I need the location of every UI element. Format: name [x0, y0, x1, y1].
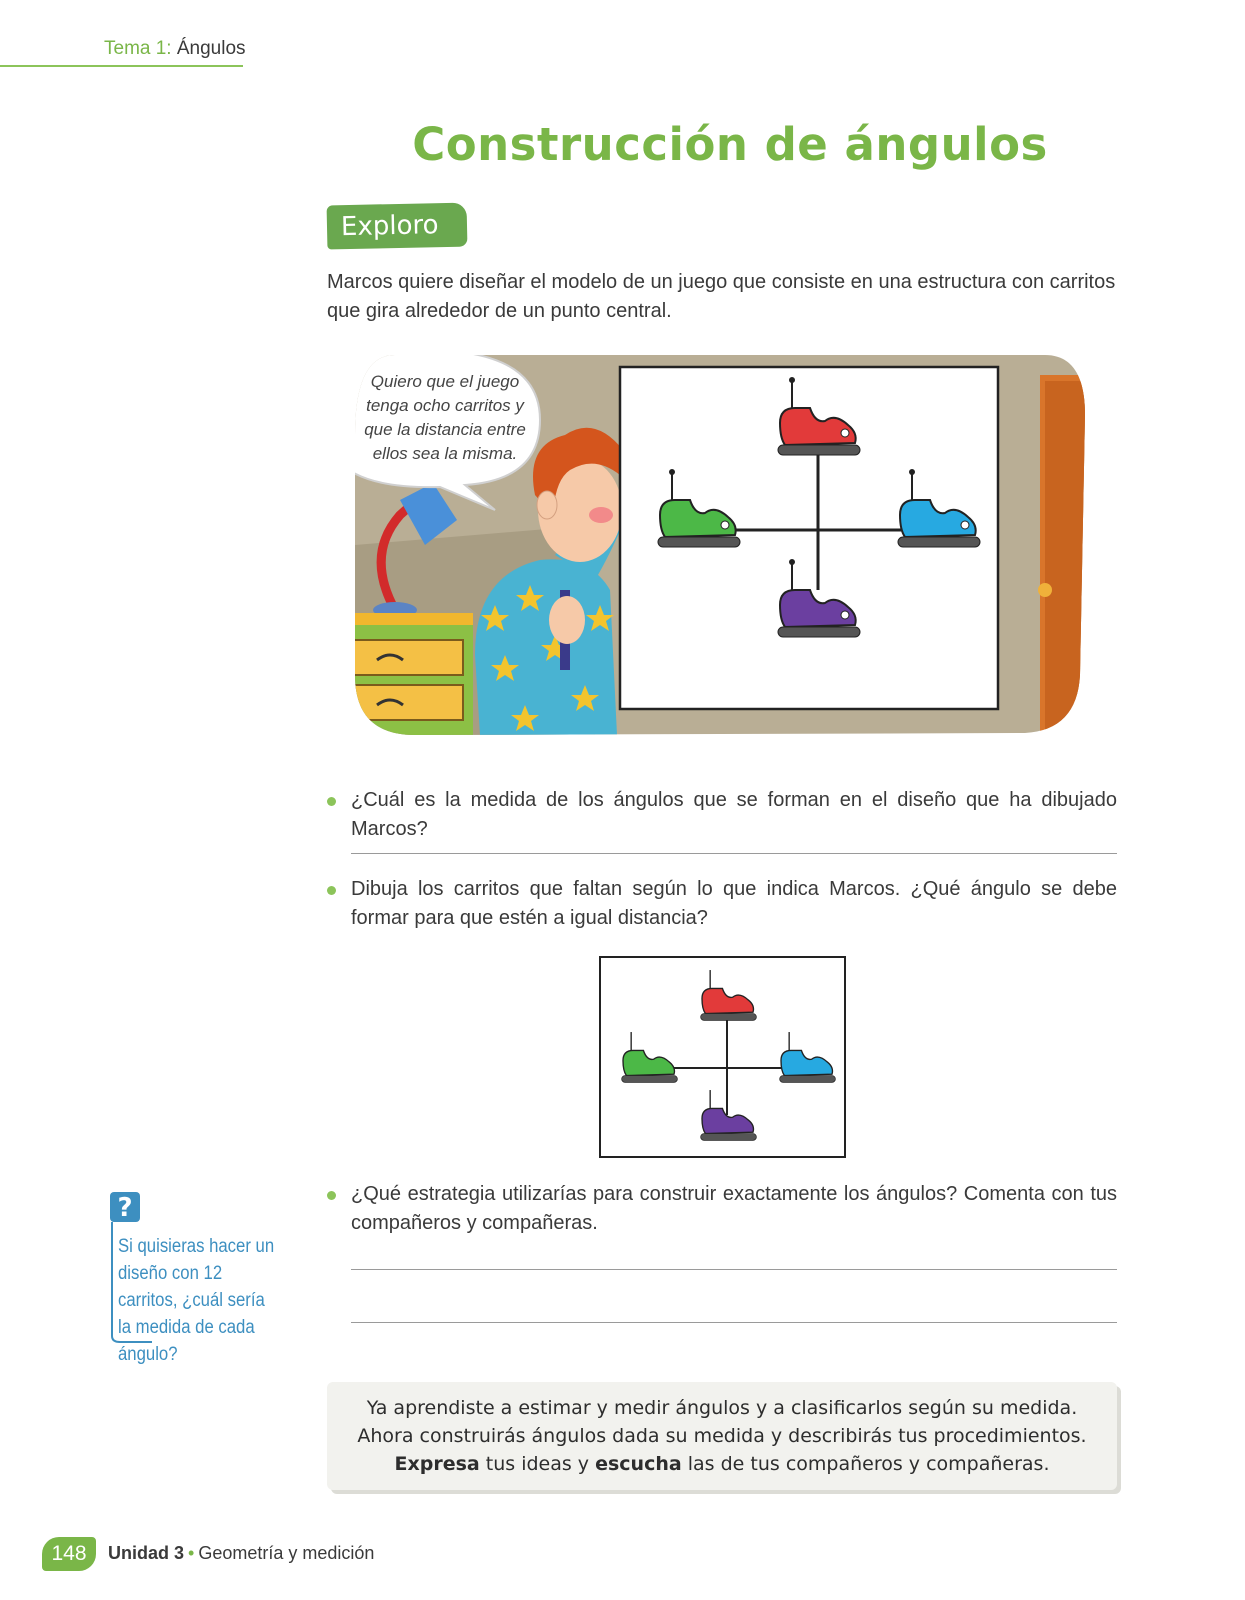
- sidebar-question-text: Si quisieras hacer un diseño con 12 carritos, ¿cuál sería la medida de cada ángulo?: [118, 1236, 275, 1365]
- summary-fragment: las de tus compañeros y compañeras.: [681, 1453, 1050, 1475]
- question-text: Dibuja los carritos que faltan según lo que indica Marcos. ¿Qué ángulo se debe formar para que estén a igual distancia?: [351, 878, 1117, 929]
- bullet-icon: [327, 886, 336, 895]
- summary-line: Ya aprendiste a estimar y medir ángulos y a clasificarlos según su medida.: [366, 1397, 1078, 1419]
- drawing-area-diagram[interactable]: [598, 955, 848, 1161]
- bubble-line: que la distancia entre: [364, 420, 526, 439]
- question-text: ¿Cuál es la medida de los ángulos que se forman en el diseño que ha dibujado Marcos?: [351, 789, 1117, 840]
- topic-header: [104, 38, 246, 60]
- summary-box: [327, 1382, 1117, 1490]
- bubble-line: ellos sea la misma.: [372, 444, 518, 463]
- page-title: Construcción de ángulos: [412, 118, 1048, 171]
- question-text: ¿Qué estrategia utilizarías para construir exactamente los ángulos? Comenta con tus compañeros y compañeras.: [351, 1183, 1117, 1234]
- footer-separator: •: [188, 1543, 195, 1563]
- intro-paragraph: Marcos quiere diseñar el modelo de un juego que consiste en una estructura con carritos que gira alrededor de un punto central.: [327, 271, 1116, 322]
- summary-fragment: tus ideas y: [479, 1453, 596, 1475]
- unit-label: Unidad 3: [108, 1543, 185, 1563]
- summary-line: [327, 1450, 1117, 1478]
- answer-line[interactable]: [351, 853, 1117, 854]
- footer-unit: [108, 1543, 374, 1564]
- summary-line: Ahora construirás ángulos dada su medida y describirás tus procedimientos.: [357, 1425, 1087, 1447]
- bullet-icon: [327, 797, 336, 806]
- question-mark-icon: ?: [117, 1193, 133, 1223]
- door-knob: [1038, 583, 1052, 597]
- page-number: 148: [42, 1537, 96, 1571]
- topic-name: Ángulos: [176, 38, 246, 59]
- answer-line[interactable]: [351, 1322, 1117, 1323]
- emphasis-word: Expresa: [394, 1453, 480, 1475]
- emphasis-word: escucha: [595, 1453, 682, 1475]
- bubble-line: tenga ocho carritos y: [366, 396, 524, 415]
- topic-label: Tema 1:: [104, 38, 172, 59]
- subject-label: Geometría y medición: [198, 1543, 375, 1563]
- section-badge: Exploro: [327, 203, 468, 250]
- bullet-icon: [327, 1191, 336, 1200]
- header-underline: [0, 65, 243, 67]
- bubble-line: Quiero que el juego: [370, 372, 520, 391]
- speech-bubble-text: [350, 370, 540, 466]
- answer-line[interactable]: [351, 1269, 1117, 1270]
